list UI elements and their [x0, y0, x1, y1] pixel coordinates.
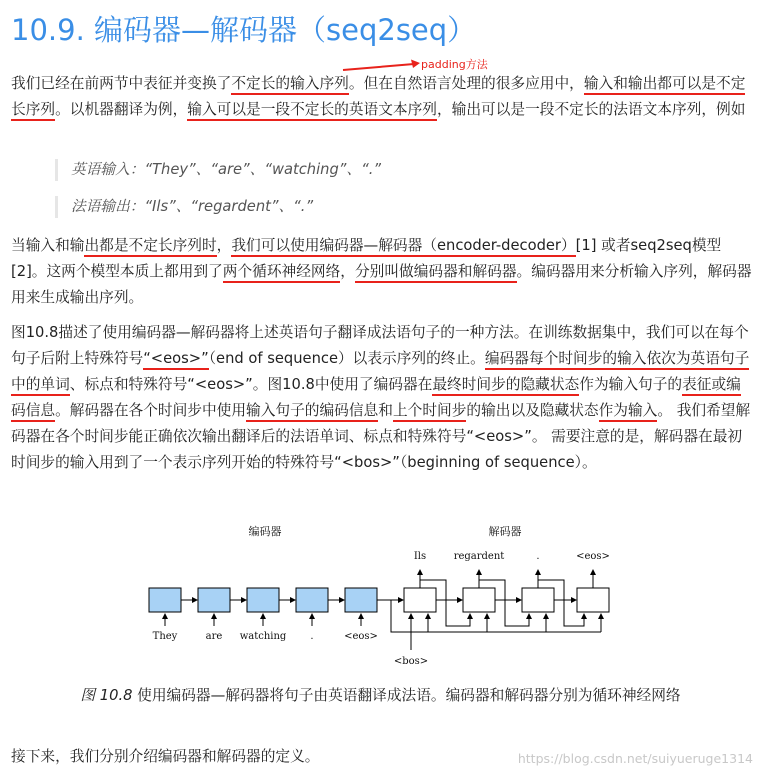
paragraph-encoder-decoder: 当输入和输出都是不定长序列时，我们可以使用编码器—解码器（encoder-decoder）[1] 或者seq2seq模型[2]。这两个模型本质上都用到了两个循环神经网络，分别叫做编码器和解码器。编码器用来分析输入序列，解码器用来生成输出序列。	[11, 237, 752, 306]
decoder-start-label: <bos>	[393, 656, 429, 667]
encoder-input-label: <eos>	[344, 631, 378, 642]
encoder-input-label: are	[205, 631, 223, 642]
encoder-input-label: watching	[239, 631, 287, 642]
decoder-output-label: .	[536, 551, 540, 562]
watermark-url: https://blog.csdn.net/suiyueruge1314	[517, 751, 753, 766]
decoder-cell	[404, 588, 436, 612]
underline-mark: 上个时间步	[393, 402, 466, 422]
decoder-output-label: regardent	[453, 551, 505, 562]
underline-mark: 编码器每个时间步的输入依次为英语句子中的单词	[11, 350, 749, 396]
underline-mark: 作为输入	[599, 402, 658, 422]
underline-mark: 最终时间步的隐藏状态	[432, 376, 579, 396]
figure-encoder-decoder-diagram	[0, 508, 761, 668]
underline-mark: 出都是不定长序列时	[84, 237, 216, 257]
annotation-note: padding方法	[421, 58, 488, 71]
encoder-cell	[149, 588, 181, 612]
decoder-heading: 解码器	[488, 525, 522, 538]
underline-mark: “<eos>”	[143, 350, 209, 370]
underline-mark: 两个循环神经网络	[223, 263, 341, 283]
encoder-heading: 编码器	[248, 525, 282, 538]
encoder-cell	[296, 588, 328, 612]
encoder-input-label: They	[152, 631, 178, 642]
example-french-output: 法语输出：“Ils”、“regardent”、“.”	[55, 196, 313, 218]
underline-mark: 不定长的输入序列	[231, 75, 349, 95]
encoder-input-label: .	[310, 631, 314, 642]
encoder-cells	[149, 588, 378, 642]
decoder-cell	[522, 588, 554, 612]
encoder-cell	[247, 588, 279, 612]
encoder-cell	[345, 588, 377, 612]
paragraph-next: 接下来，我们分别介绍编码器和解码器的定义。	[11, 748, 320, 765]
underline-mark: 输入句子的编码信息	[246, 402, 378, 422]
paragraph-intro: 我们已经在前两节中表征并变换了不定长的输入序列。但在自然语言处理的很多应用中，输入和输出都可以是不定长序列。以机器翻译为例，输入可以是一段不定长的英语文本序列，输出可以是一段不定长的法语文本序列，例如	[11, 71, 755, 123]
decoder-cell	[463, 588, 495, 612]
example-english-input: 英语输入：“They”、“are”、“watching”、“.”	[55, 159, 381, 181]
underline-mark: 分别叫做编码器和解码器	[355, 263, 517, 283]
decoder-output-label: Ils	[413, 551, 427, 562]
underline-mark: 输入可以是一段不定长的英语文本序列	[187, 101, 437, 121]
decoder-output-label: <eos>	[576, 551, 610, 562]
paragraph-figure-description: 图10.8描述了使用编码器—解码器将上述英语句子翻译成法语句子的一种方法。在训练数据集中，我们可以在每个句子后附上特殊符号“<eos>”（end of sequence）以表示序列的终止。编码器每个时间步的输入依次为英语句子中的单词、标点和特殊符号“<eos>”。图10.8中使用了编码器在最终时间步的隐藏状态作为输入句子的表征或编码信息。解码器在各个时间步中使用输入句子的编码信息和上个时间步的输出以及隐藏状态作为输入。 我们希望解码器在各个时间步能正确依次输出翻译后的法语单词、标点和特殊符号“<eos>”。 需要注意的是，解码器在最初时间步的输入用到了一个表示序列开始的特殊符号“<bos>”（beginning of sequence）。	[11, 324, 751, 471]
decoder-cell	[577, 588, 609, 612]
underline-mark: 表征或编码信息	[11, 376, 741, 422]
encoder-cell	[198, 588, 230, 612]
underline-mark: 输入和输出都可以是不定长序列	[11, 75, 745, 121]
underline-mark: 我们可以使用编码器—解码器（encoder-decoder）	[231, 237, 575, 257]
decoder-cells	[404, 551, 610, 626]
page-title: 10.9. 编码器—解码器（seq2seq）	[11, 13, 477, 47]
figure-caption: 图 10.8 使用编码器—解码器将句子由英语翻译成法语。编码器和解码器分别为循环神经网络	[80, 687, 681, 704]
